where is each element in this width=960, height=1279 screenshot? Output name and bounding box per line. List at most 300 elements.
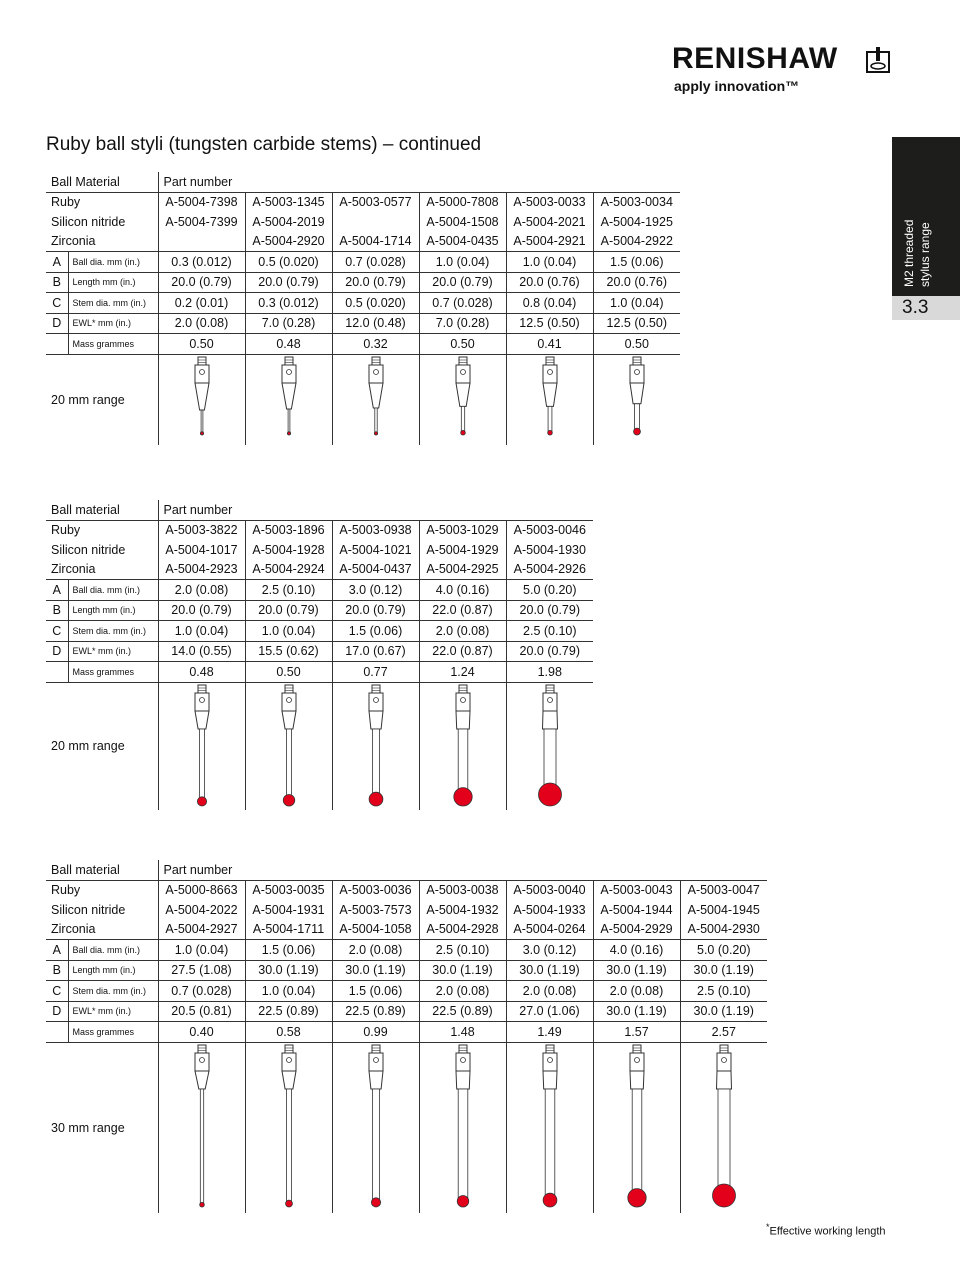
part-number-cell: A-5004-2920 (245, 232, 332, 252)
spec-letter: A (46, 580, 68, 601)
spec-value-cell: 0.2 (0.01) (158, 293, 245, 314)
stylus-icon (443, 355, 483, 439)
stylus-icon (182, 355, 222, 439)
stylus-body (543, 1053, 557, 1071)
part-number-cell: A-5004-1714 (332, 232, 419, 252)
spec-letter: D (46, 641, 68, 662)
stylus-stem (634, 403, 639, 431)
stylus-taper (456, 383, 470, 406)
spec-value-cell: 30.0 (1.19) (506, 960, 593, 981)
page-title: Ruby ball styli (tungsten carbide stems) – continued (46, 134, 482, 155)
ruby-ball (627, 1188, 645, 1206)
part-number-cell: A-5003-7573 (332, 900, 419, 920)
spec-value-cell: 1.49 (506, 1022, 593, 1043)
stylus-body (369, 693, 383, 711)
spec-value-cell: 22.0 (0.87) (419, 600, 506, 621)
spec-row (46, 662, 593, 683)
ruby-ball (460, 430, 465, 435)
spec-value-cell: 12.5 (0.50) (506, 313, 593, 334)
spec-value-cell: 0.77 (332, 662, 419, 683)
spec-letter: C (46, 621, 68, 642)
spec-value-cell: 20.0 (0.79) (332, 272, 419, 293)
spec-value-cell: 20.0 (0.76) (506, 272, 593, 293)
spec-value-cell: 0.5 (0.020) (245, 252, 332, 273)
stylus-body (456, 365, 470, 383)
spec-label: Mass grammes (68, 1022, 158, 1043)
part-number-cell: A-5003-0938 (332, 520, 419, 540)
spec-value-cell: 2.5 (0.10) (680, 981, 767, 1002)
ruby-ball (633, 428, 640, 435)
stylus-drawing-cell (593, 354, 680, 445)
spec-value-cell: 4.0 (0.16) (593, 940, 680, 961)
ruby-ball (453, 787, 471, 805)
stylus-stem (548, 406, 552, 432)
spec-value-cell: 22.5 (0.89) (245, 1001, 332, 1022)
spec-letter: B (46, 272, 68, 293)
spec-value-cell: 20.0 (0.76) (593, 272, 680, 293)
material-label: Ruby (51, 523, 81, 538)
part-number-header: Part number (158, 172, 680, 192)
material-label: Ruby (51, 883, 81, 898)
part-number-cell: A-5003-1029 (419, 520, 506, 540)
part-number-cell: A-5003-3822 (158, 520, 245, 540)
stylus-drawing-cell (158, 1042, 245, 1213)
spec-letter: C (46, 293, 68, 314)
stylus-thread (546, 1045, 554, 1053)
spec-label: Stem dia. mm (in.) (68, 981, 158, 1002)
stylus-taper (369, 711, 383, 729)
spec-value-cell: 27.5 (1.08) (158, 960, 245, 981)
header-row (46, 500, 593, 520)
spec-value-cell: 7.0 (0.28) (419, 313, 506, 334)
part-number-cell: A-5004-2930 (680, 920, 767, 940)
stylus-body (543, 693, 557, 711)
part-number-cell: A-5000-7808 (419, 192, 506, 212)
stylus-taper (282, 711, 296, 729)
spec-value-cell: 0.50 (158, 334, 245, 355)
spec-value-cell: 20.0 (0.79) (506, 641, 593, 662)
stylus-taper (282, 383, 296, 409)
spec-value-cell: 30.0 (1.19) (680, 1001, 767, 1022)
spec-value-cell: 1.0 (0.04) (419, 252, 506, 273)
stylus-body (630, 365, 644, 383)
spec-value-cell: 2.5 (0.10) (245, 580, 332, 601)
spec-value-cell: 20.0 (0.79) (245, 272, 332, 293)
spec-row (46, 334, 680, 355)
part-number-cell: A-5004-2019 (245, 212, 332, 232)
spec-label: EWL* mm (in.) (68, 641, 158, 662)
spec-table-3 (46, 860, 767, 1213)
part-number-cell: A-5004-1932 (419, 900, 506, 920)
ruby-ball (283, 794, 295, 806)
part-number-cell: A-5004-1058 (332, 920, 419, 940)
part-number-cell: A-5004-0264 (506, 920, 593, 940)
spec-letter: D (46, 1001, 68, 1022)
spec-value-cell: 12.5 (0.50) (593, 313, 680, 334)
stylus-thread (546, 685, 554, 693)
part-number-cell: A-5003-0034 (593, 192, 680, 212)
spec-value-cell: 0.7 (0.028) (332, 252, 419, 273)
part-number-cell: A-5004-1929 (419, 540, 506, 560)
stylus-taper (543, 1071, 557, 1089)
spec-letter (46, 334, 68, 355)
stylus-thread (198, 1045, 206, 1053)
spec-value-cell: 17.0 (0.67) (332, 641, 419, 662)
part-number-cell: A-5004-7399 (158, 212, 245, 232)
spec-value-cell: 2.57 (680, 1022, 767, 1043)
ruby-ball (197, 796, 206, 805)
footnote-text: Effective working length (769, 1225, 886, 1238)
spec-row (46, 940, 767, 961)
spec-value-cell: 20.0 (0.79) (332, 600, 419, 621)
stylus-stem (201, 410, 203, 433)
material-row (46, 880, 767, 900)
part-number-cell: A-5004-2929 (593, 920, 680, 940)
stylus-icon (443, 1043, 483, 1211)
spec-label: Length mm (in.) (68, 600, 158, 621)
spec-value-cell: 0.8 (0.04) (506, 293, 593, 314)
part-number-cell: A-5004-2925 (419, 560, 506, 580)
spec-value-cell: 0.48 (158, 662, 245, 683)
spec-label: Mass grammes (68, 334, 158, 355)
spec-value-cell: 0.58 (245, 1022, 332, 1043)
spec-label: EWL* mm (in.) (68, 1001, 158, 1022)
section-tab-line1: M2 threaded (902, 219, 916, 287)
stylus-stem (461, 406, 464, 432)
stylus-thread (198, 357, 206, 365)
spec-value-cell: 7.0 (0.28) (245, 313, 332, 334)
brand-tagline: apply innovation™ (674, 78, 800, 94)
spec-row (46, 1022, 767, 1043)
part-number-cell: A-5004-1021 (332, 540, 419, 560)
spec-value-cell: 0.3 (0.012) (158, 252, 245, 273)
spec-letter: D (46, 313, 68, 334)
stylus-thread (372, 1045, 380, 1053)
part-number-cell: A-5004-2924 (245, 560, 332, 580)
material-row (46, 540, 593, 560)
stylus-drawing-cell (245, 354, 332, 445)
stylus-stem (286, 729, 291, 800)
stylus-drawing-cell (419, 682, 506, 810)
stylus-stem (545, 1089, 555, 1200)
spec-value-cell: 0.50 (419, 334, 506, 355)
stylus-taper (195, 711, 209, 729)
spec-value-cell: 0.7 (0.028) (419, 293, 506, 314)
part-number-cell: A-5004-2022 (158, 900, 245, 920)
spec-value-cell: 30.0 (1.19) (680, 960, 767, 981)
stylus-taper (542, 711, 557, 729)
spec-value-cell: 5.0 (0.20) (506, 580, 593, 601)
ruby-ball (285, 1200, 292, 1207)
stylus-body (369, 1053, 383, 1071)
spec-row (46, 621, 593, 642)
stylus-icon (530, 683, 570, 810)
part-number-cell: A-5003-0577 (332, 192, 419, 212)
material-label: Zirconia (46, 232, 158, 252)
spec-value-cell: 0.5 (0.020) (332, 293, 419, 314)
part-number-header: Part number (158, 500, 593, 520)
part-number-cell (158, 232, 245, 252)
stylus-body (195, 1053, 209, 1071)
spec-value-cell: 14.0 (0.55) (158, 641, 245, 662)
spec-row (46, 272, 680, 293)
spec-letter: C (46, 981, 68, 1002)
stylus-thread (372, 357, 380, 365)
spec-value-cell: 30.0 (1.19) (593, 960, 680, 981)
part-number-cell: A-5004-1508 (419, 212, 506, 232)
part-number-cell: A-5004-2923 (158, 560, 245, 580)
section-tab-line2: stylus range (918, 222, 932, 287)
stylus-icon (269, 683, 309, 810)
spec-value-cell: 1.24 (419, 662, 506, 683)
range-label: 30 mm range (51, 1120, 125, 1135)
spec-value-cell: 20.0 (0.79) (158, 272, 245, 293)
stylus-drawing-cell (245, 1042, 332, 1213)
stylus-body (195, 365, 209, 383)
ball-material-header: Ball Material (46, 172, 158, 192)
part-number-cell: A-5004-0437 (332, 560, 419, 580)
stylus-stem (199, 729, 204, 801)
material-row (46, 192, 680, 212)
spec-value-cell: 2.5 (0.10) (506, 621, 593, 642)
spec-value-cell: 2.0 (0.08) (332, 940, 419, 961)
spec-value-cell: 2.0 (0.08) (593, 981, 680, 1002)
stylus-stem (200, 1089, 203, 1205)
spec-value-cell: 0.32 (332, 334, 419, 355)
spec-value-cell: 30.0 (1.19) (245, 960, 332, 981)
stylus-taper (543, 383, 557, 406)
spec-label: Ball dia. mm (in.) (68, 252, 158, 273)
stylus-thread (720, 1045, 728, 1053)
spec-value-cell: 2.0 (0.08) (419, 621, 506, 642)
spec-value-cell: 20.0 (0.79) (506, 600, 593, 621)
spec-label: Length mm (in.) (68, 272, 158, 293)
stylus-taper (630, 383, 644, 404)
part-number-cell: A-5003-0036 (332, 880, 419, 900)
stylus-taper (195, 1071, 209, 1089)
material-label: Silicon nitride (51, 902, 126, 917)
spec-value-cell: 1.48 (419, 1022, 506, 1043)
spec-value-cell: 2.0 (0.08) (158, 313, 245, 334)
spec-letter: B (46, 960, 68, 981)
stylus-thread (546, 357, 554, 365)
spec-label: Mass grammes (68, 662, 158, 683)
part-number-cell: A-5003-0035 (245, 880, 332, 900)
stylus-drawing-cell (158, 682, 245, 810)
spec-value-cell: 30.0 (1.19) (332, 960, 419, 981)
spec-row (46, 1001, 767, 1022)
part-number-cell: A-5004-2926 (506, 560, 593, 580)
spec-value-cell: 22.5 (0.89) (332, 1001, 419, 1022)
stylus-thread (285, 357, 293, 365)
spec-value-cell: 1.0 (0.04) (506, 252, 593, 273)
header-row (46, 860, 767, 880)
stylus-body (717, 1053, 731, 1071)
material-row (46, 212, 680, 232)
spec-label: EWL* mm (in.) (68, 313, 158, 334)
stylus-thread (285, 685, 293, 693)
material-label: Zirconia (46, 920, 158, 940)
material-row (46, 520, 593, 540)
renishaw-logo-mark-icon (866, 46, 890, 74)
stylus-icon (704, 1043, 744, 1211)
spec-label: Length mm (in.) (68, 960, 158, 981)
stylus-thread (459, 1045, 467, 1053)
stylus-drawing-cell (419, 1042, 506, 1213)
section-tab-label (892, 137, 960, 296)
part-number-cell: A-5004-7398 (158, 192, 245, 212)
spec-row (46, 981, 767, 1002)
spec-value-cell: 20.0 (0.79) (245, 600, 332, 621)
part-number-cell: A-5004-1945 (680, 900, 767, 920)
spec-row (46, 600, 593, 621)
spec-value-cell: 0.50 (245, 662, 332, 683)
stylus-thread (459, 357, 467, 365)
spec-value-cell: 2.5 (0.10) (419, 940, 506, 961)
spec-value-cell: 0.41 (506, 334, 593, 355)
spec-value-cell: 15.5 (0.62) (245, 641, 332, 662)
renishaw-logo (672, 42, 892, 98)
spec-value-cell: 1.98 (506, 662, 593, 683)
ruby-ball (200, 431, 203, 434)
spec-letter (46, 1022, 68, 1043)
spec-table-1 (46, 172, 680, 445)
stylus-icon (530, 1043, 570, 1211)
drawing-row (46, 1042, 767, 1213)
part-number-cell: A-5003-0046 (506, 520, 593, 540)
ruby-ball (371, 1197, 380, 1206)
part-number-cell: A-5000-8663 (158, 880, 245, 900)
part-number-cell: A-5004-1928 (245, 540, 332, 560)
part-number-cell: A-5004-1944 (593, 900, 680, 920)
stylus-icon (617, 1043, 657, 1211)
stylus-thread (285, 1045, 293, 1053)
spec-value-cell: 5.0 (0.20) (680, 940, 767, 961)
stylus-thread (633, 1045, 641, 1053)
stylus-taper (716, 1071, 731, 1089)
stylus-drawing-cell (245, 682, 332, 810)
spec-value-cell: 30.0 (1.19) (593, 1001, 680, 1022)
stylus-drawing-cell (506, 1042, 593, 1213)
spec-row (46, 293, 680, 314)
spec-row (46, 641, 593, 662)
spec-table-2 (46, 500, 593, 810)
part-number-cell: A-5003-0033 (506, 192, 593, 212)
part-number-cell: A-5003-0038 (419, 880, 506, 900)
stylus-drawing-cell (593, 1042, 680, 1213)
stylus-thread (459, 685, 467, 693)
spec-label: Ball dia. mm (in.) (68, 940, 158, 961)
stylus-drawing-cell (158, 354, 245, 445)
stylus-taper (282, 1071, 296, 1089)
range-label: 20 mm range (51, 739, 125, 753)
stylus-taper (195, 383, 209, 410)
footnote-mark: * (766, 1222, 770, 1232)
stylus-taper (630, 1071, 644, 1089)
stylus-stem (458, 1089, 468, 1201)
spec-value-cell: 0.3 (0.012) (245, 293, 332, 314)
spec-letter (46, 662, 68, 683)
spec-label: Ball dia. mm (in.) (68, 580, 158, 601)
part-number-cell: A-5004-1930 (506, 540, 593, 560)
stylus-taper (456, 711, 470, 729)
stylus-drawing-cell (419, 354, 506, 445)
spec-value-cell: 1.0 (0.04) (593, 293, 680, 314)
ruby-ball (457, 1195, 469, 1207)
stylus-icon (182, 683, 222, 810)
stylus-body (456, 693, 470, 711)
spec-value-cell: 1.0 (0.04) (158, 940, 245, 961)
stylus-stem (374, 407, 376, 432)
spec-value-cell: 4.0 (0.16) (419, 580, 506, 601)
part-number-cell: A-5003-1896 (245, 520, 332, 540)
material-label: Silicon nitride (51, 214, 126, 229)
spec-value-cell: 22.5 (0.89) (419, 1001, 506, 1022)
ruby-ball (369, 792, 383, 806)
spec-value-cell: 0.40 (158, 1022, 245, 1043)
spec-value-cell: 1.0 (0.04) (158, 621, 245, 642)
spec-value-cell: 1.57 (593, 1022, 680, 1043)
material-label: Ruby (51, 195, 81, 210)
ruby-ball (199, 1202, 204, 1207)
part-number-cell: A-5004-2921 (506, 232, 593, 252)
ruby-ball (374, 431, 377, 434)
section-number: 3.3 (892, 296, 960, 320)
spec-value-cell: 27.0 (1.06) (506, 1001, 593, 1022)
stylus-icon (617, 355, 657, 439)
stylus-icon (443, 683, 483, 810)
stylus-drawing-cell (332, 1042, 419, 1213)
spec-value-cell: 20.0 (0.79) (419, 272, 506, 293)
spec-value-cell: 1.5 (0.06) (332, 621, 419, 642)
spec-value-cell: 2.0 (0.08) (158, 580, 245, 601)
spec-letter: A (46, 940, 68, 961)
stylus-stem (458, 729, 468, 797)
part-number-cell: A-5003-1345 (245, 192, 332, 212)
spec-value-cell: 20.5 (0.81) (158, 1001, 245, 1022)
spec-value-cell: 1.0 (0.04) (245, 621, 332, 642)
ruby-ball (712, 1184, 735, 1207)
stylus-taper (369, 383, 383, 408)
stylus-taper (369, 1071, 383, 1089)
footnote (766, 1222, 886, 1238)
spec-label: Stem dia. mm (in.) (68, 621, 158, 642)
spec-value-cell: 2.0 (0.08) (419, 981, 506, 1002)
part-number-cell: A-5003-0047 (680, 880, 767, 900)
stylus-icon (182, 1043, 222, 1211)
part-number-cell: A-5003-0043 (593, 880, 680, 900)
stylus-thread (372, 685, 380, 693)
material-row (46, 560, 593, 580)
spec-value-cell: 3.0 (0.12) (332, 580, 419, 601)
spec-row (46, 252, 680, 273)
spec-value-cell: 0.99 (332, 1022, 419, 1043)
material-label: Silicon nitride (51, 542, 126, 557)
stylus-body (282, 1053, 296, 1071)
ball-material-header: Ball material (46, 860, 158, 880)
spec-value-cell: 12.0 (0.48) (332, 313, 419, 334)
spec-row (46, 313, 680, 334)
part-number-cell: A-5004-0435 (419, 232, 506, 252)
stylus-stem (372, 729, 379, 799)
spec-value-cell: 1.5 (0.06) (332, 981, 419, 1002)
stylus-drawing-cell (332, 682, 419, 810)
spec-row (46, 580, 593, 601)
spec-letter: B (46, 600, 68, 621)
ruby-ball (538, 783, 561, 806)
stylus-stem (372, 1089, 379, 1202)
part-number-cell: A-5004-2928 (419, 920, 506, 940)
